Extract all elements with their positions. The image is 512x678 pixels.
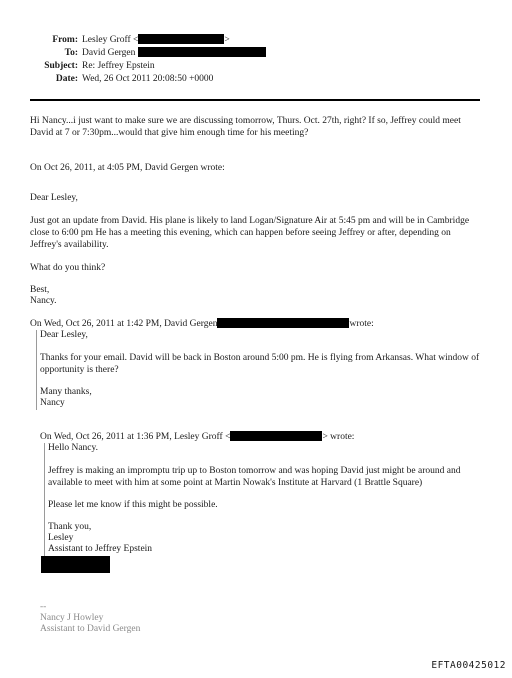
redaction-block <box>41 556 110 573</box>
signature-dashes: -- <box>40 602 47 612</box>
from-label: From: <box>52 35 78 45</box>
document-id: EFTA00425012 <box>431 660 506 671</box>
quote-bar <box>44 443 45 573</box>
quote-bar <box>36 330 37 410</box>
top-message-body: Hi Nancy...i just want to make sure we are discussing tomorrow, Thurs. Oct. 27th, right? If so, Jeffrey could meet David at 7 or 7:30pm...would that give him enough time for his meeting? <box>30 116 461 138</box>
quote1-greeting: Dear Lesley, <box>30 193 78 203</box>
quote2-body: Thanks for your email. David will be back in Boston around 5:00 pm. He is flying from Arkansas. What window of opportunity is there? <box>40 353 480 375</box>
redaction-block <box>138 47 266 57</box>
quote3-greeting: Hello Nancy. <box>48 443 99 453</box>
quote3-signoff: Thank you, <box>48 522 92 532</box>
quote2-attribution-suffix: wrote: <box>349 319 374 329</box>
quote3-attribution-suffix: > wrote: <box>322 432 355 442</box>
quote2-attribution-prefix: On Wed, Oct 26, 2011 at 1:42 PM, David Gergen <box>30 319 218 329</box>
quote2-name: Nancy <box>40 398 65 408</box>
signature-name: Nancy J Howley <box>40 613 104 623</box>
quote3-title: Assistant to Jeffrey Epstein <box>48 544 153 554</box>
redaction-block <box>230 431 322 441</box>
date-row <box>0 73 213 85</box>
redaction-block <box>138 34 224 44</box>
quote2-greeting: Dear Lesley, <box>40 330 88 340</box>
subject-row <box>0 60 155 72</box>
signature-title: Assistant to David Gergen <box>40 624 141 634</box>
subject-label: Subject: <box>44 61 78 71</box>
quote3-body: Jeffrey is making an impromptu trip up to Boston tomorrow and was hoping David just might be around and available to meet with him at some point at Martin Nowak's Institute at Harvard (1 Brattle Square) <box>48 466 461 488</box>
from-suffix: > <box>224 35 230 45</box>
header-divider <box>30 99 480 101</box>
quote3-request: Please let me know if this might be possible. <box>48 500 218 510</box>
quote1-signoff: Best, <box>30 285 50 295</box>
quote1-attribution: On Oct 26, 2011, at 4:05 PM, David Gergen wrote: <box>30 163 225 173</box>
redaction-block <box>217 318 349 328</box>
date-label: Date: <box>55 74 78 84</box>
subject-value: Re: Jeffrey Epstein <box>82 61 155 71</box>
date-value: Wed, 26 Oct 2011 20:08:50 +0000 <box>82 74 214 84</box>
quote2-signoff: Many thanks, <box>40 387 92 397</box>
quote3-name: Lesley <box>48 533 74 543</box>
quote1-name: Nancy. <box>30 296 57 306</box>
from-row <box>0 34 230 46</box>
quote3-attribution-prefix: On Wed, Oct 26, 2011 at 1:36 PM, Lesley Groff < <box>40 432 231 442</box>
quote1-body: Just got an update from David. His plane is likely to land Logan/Signature Air at 5:45 pm and will be in Cambridge close to 6:00 pm He has a meeting this evening, which can happen before seeing Jeffrey or after, depending on Jeffrey's availability. <box>30 216 470 250</box>
quote1-question: What do you think? <box>30 263 106 273</box>
from-value: Lesley Groff < <box>82 35 139 45</box>
to-label: To: <box>64 48 78 58</box>
to-value: David Gergen <box>82 48 136 58</box>
to-row <box>0 47 266 59</box>
